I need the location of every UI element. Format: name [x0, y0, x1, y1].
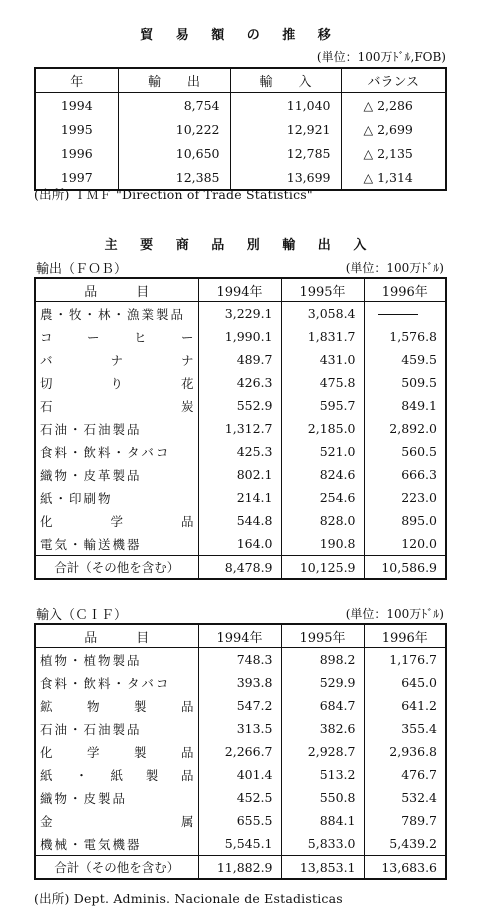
value-1996-cell: 641.2: [401, 698, 437, 713]
table-row: [35, 302, 446, 326]
value-1994-cell: 214.1: [198, 486, 281, 509]
item-cell: [35, 809, 198, 832]
value-1995-cell: 3,058.4: [281, 302, 364, 326]
item-cell: [35, 348, 198, 371]
table-header-row: [35, 278, 446, 302]
total-1995-cell: 10,125.9: [281, 556, 364, 580]
value-1995-cell: 824.6: [281, 463, 364, 486]
item-cell: [35, 671, 198, 694]
item-cell: [35, 740, 198, 763]
value-1995-cell: 382.6: [281, 717, 364, 740]
value-1994-cell: 3,229.1: [198, 302, 281, 326]
column-header-1995: 1995年: [281, 278, 364, 302]
export-cell: 8,754: [118, 93, 230, 118]
value-1994-cell: 5,545.1: [198, 832, 281, 856]
table-row: [35, 371, 446, 394]
value-1996-cell: 2,892.0: [389, 421, 437, 436]
trade-title: 貿 易 額 の 推 移: [140, 28, 340, 43]
value-1994-cell: 393.8: [198, 671, 281, 694]
item-cell: [35, 371, 198, 394]
table-header-row: [35, 68, 446, 93]
value-1995-cell: 521.0: [281, 440, 364, 463]
value-1994-cell: 313.5: [198, 717, 281, 740]
item-cell: [35, 532, 198, 556]
value-1995-cell: 513.2: [281, 763, 364, 786]
value-1994-cell: 164.0: [198, 532, 281, 556]
table-row: [35, 740, 446, 763]
value-1994-cell: 426.3: [198, 371, 281, 394]
item-cell: [35, 763, 198, 786]
value-1996-cell: 459.5: [401, 352, 437, 367]
item-cell: [35, 832, 198, 856]
item-name: バ ナ ナ: [40, 352, 194, 368]
column-header-1996: 1996年: [364, 278, 446, 302]
item-cell: [35, 417, 198, 440]
value-1996-cell: 509.5: [401, 375, 437, 390]
value-1996-cell: 5,439.2: [389, 836, 437, 851]
import-cell: 12,921: [230, 117, 341, 141]
table-row: [35, 832, 446, 856]
value-1994-cell: 401.4: [198, 763, 281, 786]
value-1994-cell: 1,312.7: [198, 417, 281, 440]
value-1994-cell: 1,990.1: [198, 325, 281, 348]
item-name: コ ー ヒ ー: [40, 329, 194, 345]
total-1994-cell: 8,478.9: [198, 556, 281, 580]
value-1995-cell: 190.8: [281, 532, 364, 556]
value-1994-cell: 748.3: [198, 648, 281, 672]
products-title: 主 要 商 品 別 輸 出 入: [104, 238, 376, 253]
value-1996-cell: 532.4: [401, 790, 437, 805]
item-name: 植物・植物製品: [40, 652, 142, 668]
table-row: [35, 394, 446, 417]
table-row: [35, 117, 446, 141]
value-1994-cell: 2,266.7: [198, 740, 281, 763]
table-row: [35, 440, 446, 463]
table-row: [35, 325, 446, 348]
column-header-item: 品 目: [35, 278, 198, 302]
value-1996-cell: [364, 302, 446, 326]
products-source: (出所) Dept. Adminis. Nacionale de Estadisticas: [34, 891, 343, 906]
item-cell: [35, 325, 198, 348]
item-name: 鉱 物 製 品: [40, 698, 194, 714]
value-1996-cell: 1,576.8: [389, 329, 437, 344]
import-table: [34, 623, 447, 880]
table-row: [35, 786, 446, 809]
trade-table: [34, 67, 447, 191]
export-cell: 10,222: [118, 117, 230, 141]
value-1994-cell: 802.1: [198, 463, 281, 486]
table-row: [35, 532, 446, 556]
column-header-balance: バランス: [341, 68, 446, 93]
value-1995-cell: 884.1: [281, 809, 364, 832]
year-cell: 1994: [35, 93, 118, 118]
item-cell: [35, 509, 198, 532]
value-1996-cell: 560.5: [401, 444, 437, 459]
value-1995-cell: 684.7: [281, 694, 364, 717]
value-1996-cell: 355.4: [401, 721, 437, 736]
item-cell: [35, 463, 198, 486]
column-header-item: 品 目: [35, 624, 198, 648]
value-1995-cell: 431.0: [281, 348, 364, 371]
import-cell: 12,785: [230, 141, 341, 165]
item-cell: [35, 786, 198, 809]
column-header-1994: 1994年: [198, 624, 281, 648]
value-1996-cell: 849.1: [401, 398, 437, 413]
table-row: [35, 694, 446, 717]
value-1996-cell: 476.7: [401, 767, 437, 782]
value-1994-cell: 425.3: [198, 440, 281, 463]
year-cell: 1996: [35, 141, 118, 165]
value-1995-cell: 1,831.7: [281, 325, 364, 348]
value-1996-cell: 223.0: [401, 490, 437, 505]
column-header-1996: 1996年: [364, 624, 446, 648]
item-cell: [35, 394, 198, 417]
no-data-dash: [378, 314, 418, 315]
item-name: 石油・石油製品: [40, 721, 142, 737]
value-1995-cell: 254.6: [281, 486, 364, 509]
table-row: [35, 417, 446, 440]
export-table: [34, 277, 447, 580]
trade-source: (出所) ＩＭＦ "Direction of Trade Statistics": [34, 187, 313, 202]
value-1996-cell: 789.7: [401, 813, 437, 828]
value-1996-cell: 895.0: [401, 513, 437, 528]
item-name: 切 り 花: [40, 375, 194, 391]
value-1995-cell: 550.8: [281, 786, 364, 809]
item-cell: [35, 648, 198, 672]
item-cell: [35, 302, 198, 326]
table-row: [35, 509, 446, 532]
value-1994-cell: 552.9: [198, 394, 281, 417]
item-cell: [35, 694, 198, 717]
item-name: 金 属: [40, 813, 194, 829]
column-header-import: 輸 入: [230, 68, 341, 93]
trade-unit: (単位：100万ﾄﾞﾙ,FOB): [316, 50, 446, 64]
total-1995-cell: 13,853.1: [281, 856, 364, 880]
item-name: 化 学 製 品: [40, 744, 194, 760]
item-name: 機械・電気機器: [40, 836, 142, 852]
value-1996-cell: 645.0: [401, 675, 437, 690]
import-unit: (単位：100万ﾄﾞﾙ): [345, 607, 444, 621]
item-cell: [35, 486, 198, 509]
value-1995-cell: 5,833.0: [281, 832, 364, 856]
table-row: [35, 671, 446, 694]
table-row: [35, 648, 446, 672]
column-header-1995: 1995年: [281, 624, 364, 648]
column-header-export: 輸 出: [118, 68, 230, 93]
item-name: 石油・石油製品: [40, 421, 142, 437]
total-label: 合計（その他を含む）: [35, 556, 198, 580]
value-1996-cell: 666.3: [401, 467, 437, 482]
table-row: [35, 763, 446, 786]
item-name: 紙・印刷物: [40, 490, 113, 506]
import-label: 輸入（ＣＩＦ）: [36, 608, 128, 623]
total-1996-cell: 13,683.6: [364, 856, 446, 880]
table-row: [35, 809, 446, 832]
item-name: 食料・飲料・タバコ: [40, 444, 171, 460]
value-1994-cell: 452.5: [198, 786, 281, 809]
total-row: [35, 556, 446, 580]
total-1996-cell: 10,586.9: [364, 556, 446, 580]
item-name: 化 学 品: [40, 513, 194, 529]
value-1995-cell: 595.7: [281, 394, 364, 417]
value-1996-cell: 2,936.8: [389, 744, 437, 759]
item-cell: [35, 717, 198, 740]
value-1996-cell: 120.0: [401, 536, 437, 551]
value-1996-cell: 1,176.7: [389, 652, 437, 667]
value-1995-cell: 529.9: [281, 671, 364, 694]
item-name: 紙 ・ 紙 製 品: [40, 767, 194, 783]
value-1994-cell: 655.5: [198, 809, 281, 832]
item-name: 食料・飲料・タバコ: [40, 675, 171, 691]
value-1994-cell: 547.2: [198, 694, 281, 717]
item-name: 電気・輸送機器: [40, 536, 142, 552]
total-1994-cell: 11,882.9: [198, 856, 281, 880]
table-row: [35, 93, 446, 118]
value-1995-cell: 475.8: [281, 371, 364, 394]
table-row: [35, 348, 446, 371]
export-cell: 10,650: [118, 141, 230, 165]
value-1995-cell: 898.2: [281, 648, 364, 672]
table-row: [35, 463, 446, 486]
column-header-1994: 1994年: [198, 278, 281, 302]
value-1995-cell: 828.0: [281, 509, 364, 532]
balance-cell: △ 2,286: [363, 97, 413, 113]
total-label: 合計（その他を含む）: [35, 856, 198, 880]
item-cell: [35, 440, 198, 463]
balance-cell: △ 1,314: [363, 169, 413, 185]
item-name: 農・牧・林・漁業製品: [40, 306, 186, 322]
table-header-row: [35, 624, 446, 648]
table-row: [35, 486, 446, 509]
item-name: 織物・皮製品: [40, 790, 128, 806]
export-label: 輸出（ＦＯＢ）: [36, 262, 128, 277]
table-row: [35, 717, 446, 740]
balance-cell: △ 2,135: [363, 145, 413, 161]
item-name: 織物・皮革製品: [40, 467, 142, 483]
export-cell: 12,385: [118, 165, 230, 190]
value-1995-cell: 2,928.7: [281, 740, 364, 763]
total-row: [35, 856, 446, 880]
import-cell: 13,699: [230, 165, 341, 190]
column-header-year: 年: [35, 68, 118, 93]
value-1995-cell: 2,185.0: [281, 417, 364, 440]
table-row: [35, 141, 446, 165]
balance-cell: △ 2,699: [363, 121, 413, 137]
year-cell: 1995: [35, 117, 118, 141]
value-1994-cell: 489.7: [198, 348, 281, 371]
item-name: 石 炭: [40, 398, 194, 414]
export-unit: (単位：100万ﾄﾞﾙ): [345, 261, 444, 275]
year-cell: 1997: [35, 165, 118, 190]
import-cell: 11,040: [230, 93, 341, 118]
value-1994-cell: 544.8: [198, 509, 281, 532]
